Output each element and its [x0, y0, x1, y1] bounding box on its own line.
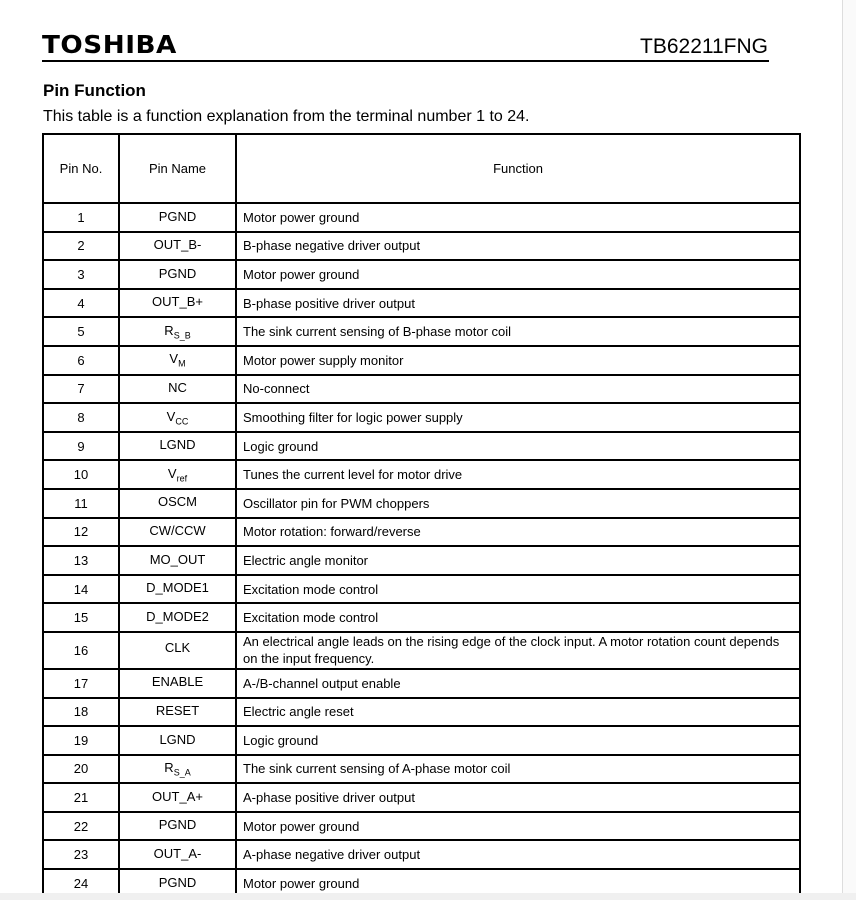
pin-function: A-/B-channel output enable [236, 669, 800, 698]
table-row [43, 289, 800, 318]
pin-name-subscript: CC [175, 416, 189, 427]
pin-function-table [42, 133, 801, 893]
pin-name [119, 289, 236, 318]
table-row [43, 726, 800, 755]
pin-function: B-phase negative driver output [236, 232, 800, 261]
pin-number: 8 [43, 403, 119, 432]
pin-name [119, 575, 236, 604]
pin-number: 19 [43, 726, 119, 755]
pin-function: Electric angle monitor [236, 546, 800, 575]
table-row [43, 698, 800, 727]
pin-number: 5 [43, 317, 119, 346]
pin-number: 20 [43, 755, 119, 784]
pin-name [119, 603, 236, 632]
table-row [43, 669, 800, 698]
pin-name-text: OUT_B- [153, 237, 202, 253]
toshiba-logo: TOSHIBA [42, 30, 177, 59]
table-row [43, 232, 800, 261]
pin-function: A-phase positive driver output [236, 783, 800, 812]
table-row [43, 403, 800, 432]
pin-name [119, 840, 236, 869]
pin-function: Motor power ground [236, 260, 800, 289]
table-row [43, 869, 800, 893]
pin-name [119, 375, 236, 404]
pin-name-text: PGND [158, 208, 197, 224]
table-row [43, 375, 800, 404]
pin-function: Excitation mode control [236, 603, 800, 632]
pin-function: Motor power ground [236, 869, 800, 893]
pin-name-text: RESET [155, 703, 200, 718]
pin-name [119, 317, 236, 346]
part-number: TB62211FNG [640, 35, 768, 58]
pin-number: 4 [43, 289, 119, 318]
table-row [43, 518, 800, 547]
pin-function: A-phase negative driver output [236, 840, 800, 869]
table-header-row [43, 134, 800, 203]
table-row [43, 783, 800, 812]
pin-name [119, 460, 236, 489]
pin-function: Motor power ground [236, 812, 800, 841]
pin-name-text: R [164, 760, 174, 776]
pin-name [119, 260, 236, 289]
table-row [43, 260, 800, 289]
pin-number: 16 [43, 632, 119, 669]
pin-function: Oscillator pin for PWM choppers [236, 489, 800, 518]
table-row [43, 317, 800, 346]
pin-name [119, 403, 236, 432]
pin-function: Logic ground [236, 726, 800, 755]
pin-number: 6 [43, 346, 119, 375]
pin-name-text: PGND [158, 874, 197, 890]
pin-function: Excitation mode control [236, 575, 800, 604]
table-row [43, 812, 800, 841]
table-row [43, 489, 800, 518]
table-row [43, 460, 800, 489]
pin-function: Motor power ground [236, 203, 800, 232]
table-row [43, 432, 800, 461]
pin-number: 9 [43, 432, 119, 461]
pin-function: An electrical angle leads on the rising edge of the clock input. A motor rotation count depends on the input frequency. [236, 632, 800, 669]
pin-name-text: D_MODE1 [146, 580, 209, 596]
pin-name [119, 812, 236, 841]
table-row [43, 575, 800, 604]
pin-function: Motor rotation: forward/reverse [236, 518, 800, 547]
pin-function: Electric angle reset [236, 698, 800, 727]
pin-number: 12 [43, 518, 119, 547]
pin-name-subscript: S_A [173, 767, 191, 778]
pin-number: 3 [43, 260, 119, 289]
pin-name [119, 726, 236, 755]
pin-name-subscript: M [178, 359, 186, 370]
pin-name-text: OSCM [158, 494, 197, 510]
table-row [43, 632, 800, 669]
table-row [43, 203, 800, 232]
header-function: Function [236, 134, 800, 203]
pin-number: 1 [43, 203, 119, 232]
pin-name-text: OUT_B+ [152, 294, 203, 310]
pin-function: Logic ground [236, 432, 800, 461]
pin-name [119, 783, 236, 812]
section-title: Pin Function [43, 81, 146, 100]
table-row [43, 346, 800, 375]
pin-function: The sink current sensing of B-phase motor coil [236, 317, 800, 346]
pin-name [119, 518, 236, 547]
pin-name-text: PGND [158, 265, 197, 281]
pin-number: 23 [43, 840, 119, 869]
pin-name [119, 669, 236, 698]
pin-name-text: D_MODE2 [146, 608, 209, 624]
pin-function: Motor power supply monitor [236, 346, 800, 375]
pin-name [119, 232, 236, 261]
pin-name [119, 546, 236, 575]
pin-name-text: ENABLE [151, 674, 204, 690]
pin-number: 21 [43, 783, 119, 812]
pin-name-text: PGND [158, 817, 197, 833]
pin-name-text: LGND [159, 437, 196, 453]
pin-name-text: R [164, 322, 174, 338]
pin-name [119, 346, 236, 375]
pin-name-text: OUT_A+ [152, 788, 203, 804]
pin-name-text: CW/CCW [149, 523, 206, 539]
header-rule [42, 60, 769, 62]
pin-number: 15 [43, 603, 119, 632]
pin-function: Tunes the current level for motor drive [236, 460, 800, 489]
pin-name [119, 632, 236, 669]
table-row [43, 755, 800, 784]
header-pin-name: Pin Name [119, 134, 236, 203]
pin-number: 14 [43, 575, 119, 604]
pin-name-text: CLK [164, 640, 191, 656]
pin-number: 17 [43, 669, 119, 698]
pin-name-subscript: S_B [173, 330, 191, 341]
pin-function: No-connect [236, 375, 800, 404]
pin-name [119, 755, 236, 784]
table-row [43, 840, 800, 869]
pin-name-text: V [166, 408, 176, 424]
pin-function: The sink current sensing of A-phase motor coil [236, 755, 800, 784]
pin-name [119, 869, 236, 893]
pin-name-text: V [169, 351, 179, 367]
pin-function: B-phase positive driver output [236, 289, 800, 318]
pin-name [119, 432, 236, 461]
pin-number: 2 [43, 232, 119, 261]
pin-number: 18 [43, 698, 119, 727]
pin-number: 10 [43, 460, 119, 489]
pin-number: 24 [43, 869, 119, 893]
table-row [43, 546, 800, 575]
pin-name-text: V [167, 465, 177, 481]
pin-name-text: OUT_A- [153, 845, 202, 861]
pin-name-text: LGND [159, 731, 196, 747]
pin-name-text: MO_OUT [149, 551, 206, 567]
pin-name [119, 489, 236, 518]
pin-name-text: NC [168, 380, 187, 396]
pin-number: 13 [43, 546, 119, 575]
pin-name [119, 203, 236, 232]
intro-text: This table is a function explanation from the terminal number 1 to 24. [43, 108, 530, 125]
header-pin-no: Pin No. [43, 134, 119, 203]
pin-number: 7 [43, 375, 119, 404]
pin-name [119, 698, 236, 727]
pin-number: 11 [43, 489, 119, 518]
pin-name-subscript: ref [176, 473, 188, 484]
pin-function: Smoothing filter for logic power supply [236, 403, 800, 432]
table-row [43, 603, 800, 632]
pin-number: 22 [43, 812, 119, 841]
scrollbar[interactable] [842, 0, 856, 893]
